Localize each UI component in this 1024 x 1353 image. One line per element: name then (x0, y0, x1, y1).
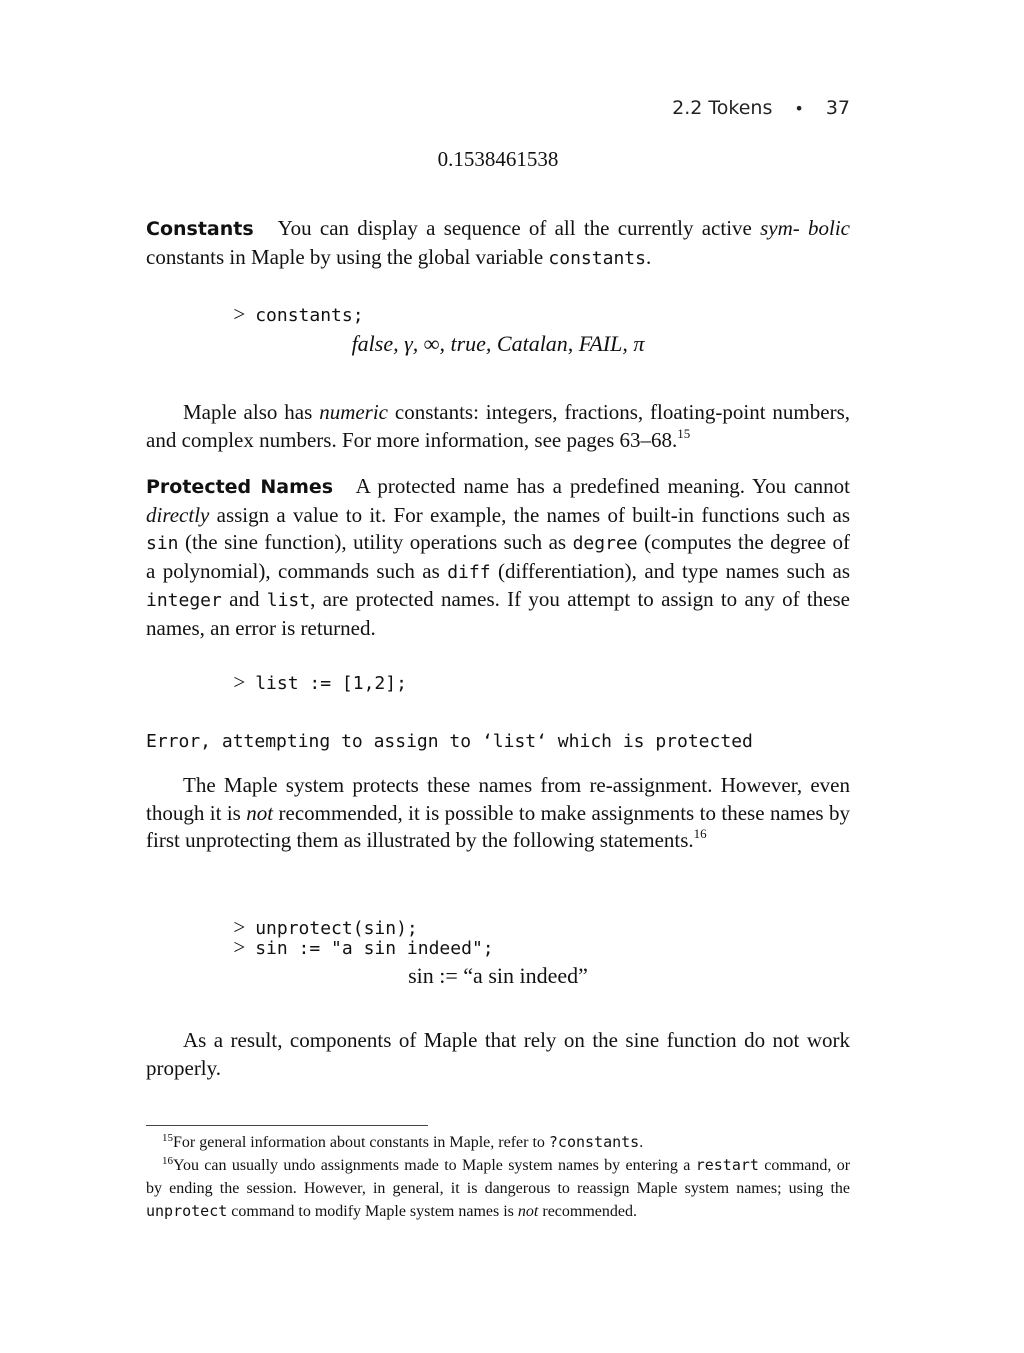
footnote-15: $^{15}$For general information about constants in Maple, refer to ?constants. (162, 1132, 644, 1151)
page-number: 37 (825, 97, 850, 119)
sin-output: sin := “a sin indeed” (408, 963, 588, 988)
prompt-code: list := [1,2]; (255, 673, 407, 694)
result-value: 0.1538461538 (437, 147, 559, 171)
prompt-code: unprotect(sin); (255, 918, 418, 939)
system-paragraph: The Maple system protects these names from re-assignment. However, even though it is not recommended, it is possible to make assignments to these names by first unprotecting them as illustrated by the following statements.$^{16}$ (146, 773, 851, 852)
prompt-symbol: > (233, 670, 246, 694)
running-header (672, 97, 850, 119)
maple-prompt (190, 649, 407, 716)
constants-heading: Constants (146, 218, 254, 240)
prompt-symbol: > (233, 302, 246, 326)
protected-names-heading: Protected Names (146, 476, 334, 498)
prompt-code: sin := "a sin indeed"; (255, 938, 494, 959)
inline-code: constants (548, 247, 646, 269)
result-paragraph: As a result, components of Maple that rely on the sine function do not work properly. (146, 1028, 850, 1080)
protected-names-paragraph: Protected Names A protected name has a predefined meaning. You cannot directly assign a value to it. For example, the names of built-in functions such as sin (the sine function), utility operations such as degree (computes the degree of a polynomial), commands such as diff (differentiation), and type names such as integer and list, are protected names. If you attempt to assign to any of these names, an error is returned. (146, 474, 851, 640)
bullet-separator: • (794, 99, 804, 118)
prompt-symbol: > (233, 915, 246, 939)
constants-paragraph: Constants You can display a sequence of all the currently active sym- bolic constants in Maple by using the global variable constants. (146, 216, 850, 269)
footnote-16: $^{16}$You can usually undo assignments made to Maple system names by entering a restart command, or by ending the session. However, in general, it is dangerous to reassign Maple system names; using the unprotect command to modify Maple system names is not recommended. (146, 1155, 851, 1220)
constants-output: false, γ, ∞, true, Catalan, FAIL, π (351, 331, 645, 356)
footnote-rule (146, 1125, 428, 1126)
prompt-symbol: > (233, 935, 246, 959)
footnote-ref: 15 (677, 425, 691, 441)
error-message: Error, attempting to assign to ‘list‘ which is protected (146, 731, 753, 752)
section-title: 2.2 Tokens (672, 97, 773, 119)
footnote-ref: 16 (693, 826, 707, 841)
numeric-paragraph: Maple also has numeric constants: integers, fractions, floating-point numbers, and complex numbers. For more information, see pages 63–68.15 (146, 400, 851, 452)
prompt-code: constants; (255, 305, 364, 326)
